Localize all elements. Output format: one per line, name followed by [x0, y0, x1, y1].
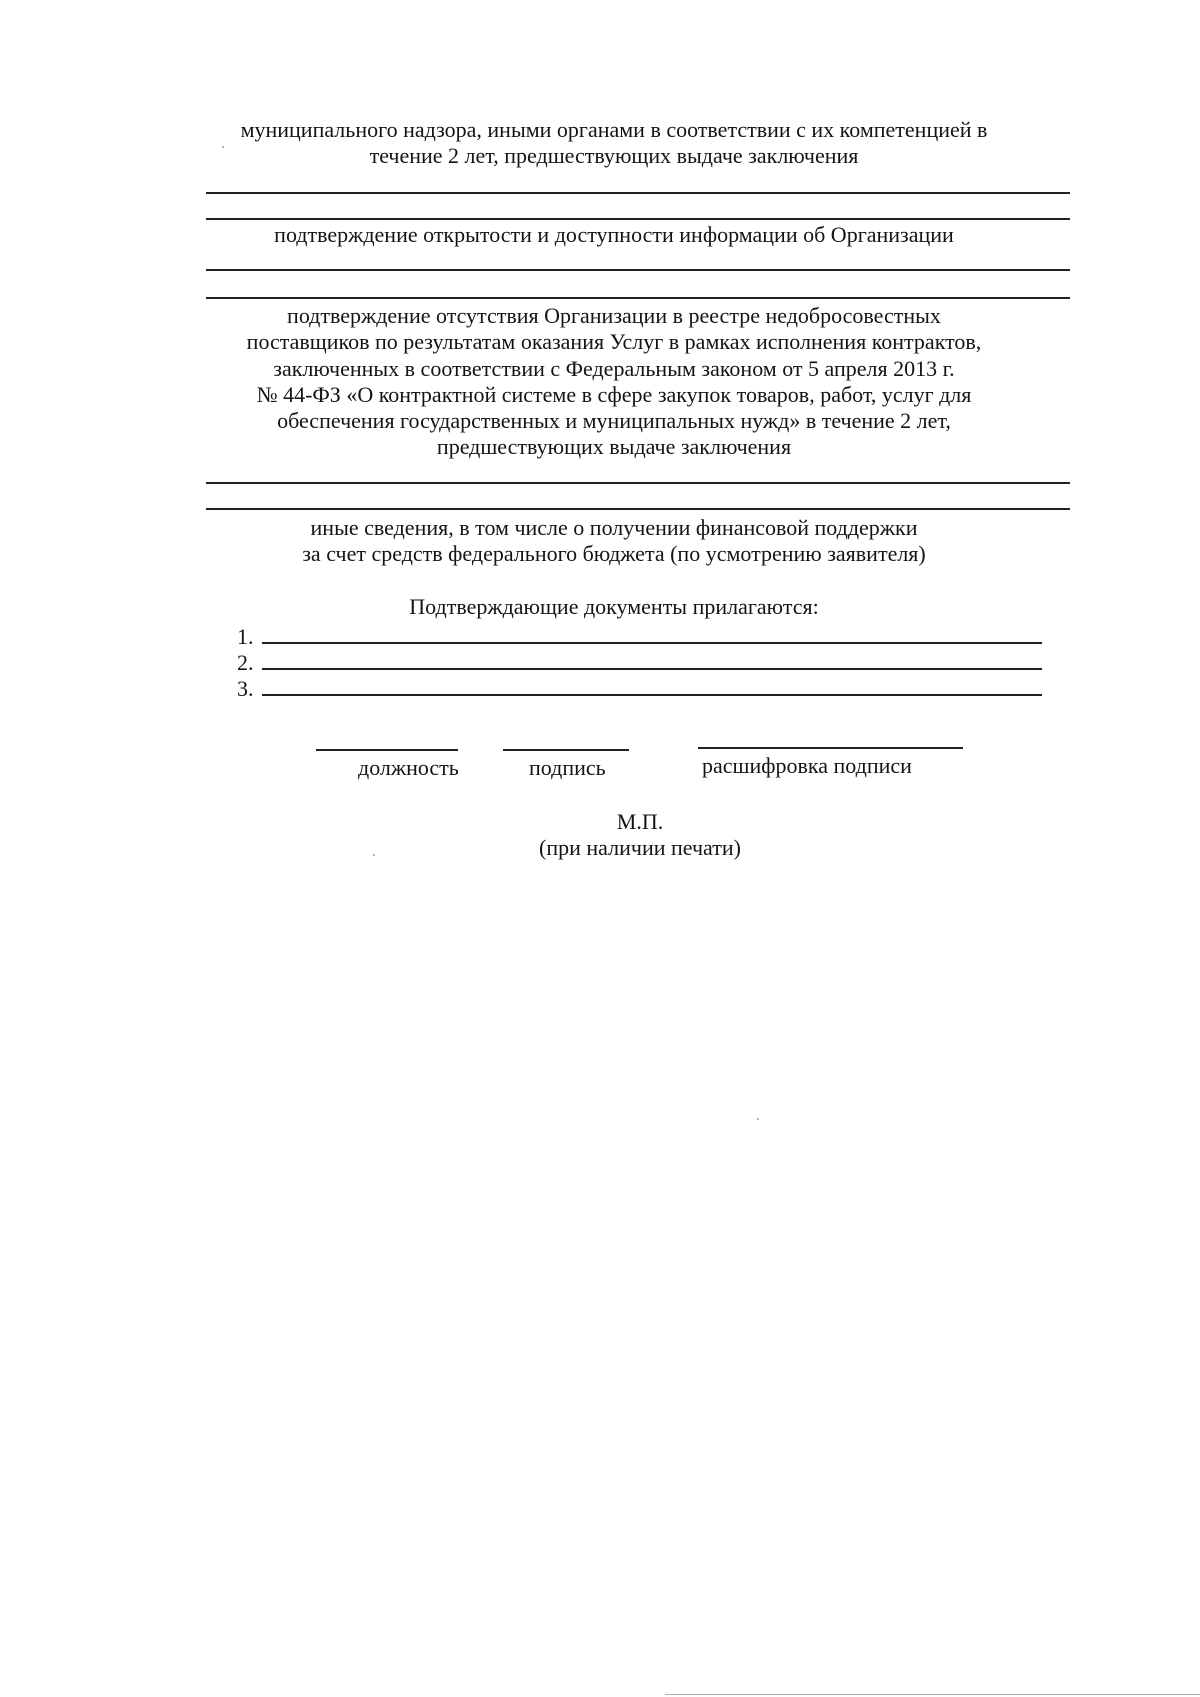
fill-line	[206, 508, 1070, 510]
scan-edge-line	[665, 1694, 1200, 1695]
fill-line	[206, 482, 1070, 484]
document-item-number: 1.	[237, 624, 254, 649]
supervision-line-1: муниципального надзора, иными органами в соответствии с их компетенцией в	[240, 117, 988, 142]
documents-heading: Подтверждающие документы прилагаются:	[409, 594, 819, 619]
fill-line	[206, 218, 1070, 220]
registry-line-5: обеспечения государственных и муниципальных нужд» в течение 2 лет,	[277, 408, 951, 433]
fill-line	[206, 192, 1070, 194]
other-info-line-2: за счет средств федерального бюджета (по усмотрению заявителя)	[302, 541, 926, 566]
fill-line	[206, 269, 1070, 271]
fill-line	[206, 297, 1070, 299]
stamp-note: (при наличии печати)	[539, 835, 741, 860]
signature-line	[503, 749, 629, 751]
openness-caption: подтверждение открытости и доступности информации об Организации	[274, 222, 954, 247]
registry-line-3: заключенных в соответствии с Федеральным законом от 5 апреля 2013 г.	[273, 356, 955, 381]
document-item-line	[262, 642, 1042, 644]
position-line	[316, 749, 458, 751]
registry-line-4: № 44-ФЗ «О контрактной системе в сфере закупок товаров, работ, услуг для	[256, 382, 972, 407]
scan-speck	[373, 854, 375, 856]
scan-speck	[222, 146, 224, 148]
supervision-line-2: течение 2 лет, предшествующих выдаче заключения	[369, 143, 859, 168]
document-item-number: 2.	[237, 650, 254, 675]
signature-decode-caption: расшифровка подписи	[702, 753, 912, 778]
signature-caption: подпись	[529, 755, 606, 780]
position-caption: должность	[358, 755, 459, 780]
signature-decode-line	[698, 747, 963, 749]
registry-line-6: предшествующих выдаче заключения	[436, 434, 792, 459]
document-item-line	[262, 668, 1042, 670]
document-item-line	[262, 694, 1042, 696]
stamp-label: М.П.	[616, 809, 664, 834]
document-item-number: 3.	[237, 676, 254, 701]
scan-speck	[757, 1118, 759, 1120]
other-info-line-1: иные сведения, в том числе о получении финансовой поддержки	[310, 515, 918, 540]
registry-line-2: поставщиков по результатам оказания Услуг в рамках исполнения контрактов,	[246, 329, 982, 354]
registry-line-1: подтверждение отсутствия Организации в реестре недобросовестных	[287, 303, 941, 328]
